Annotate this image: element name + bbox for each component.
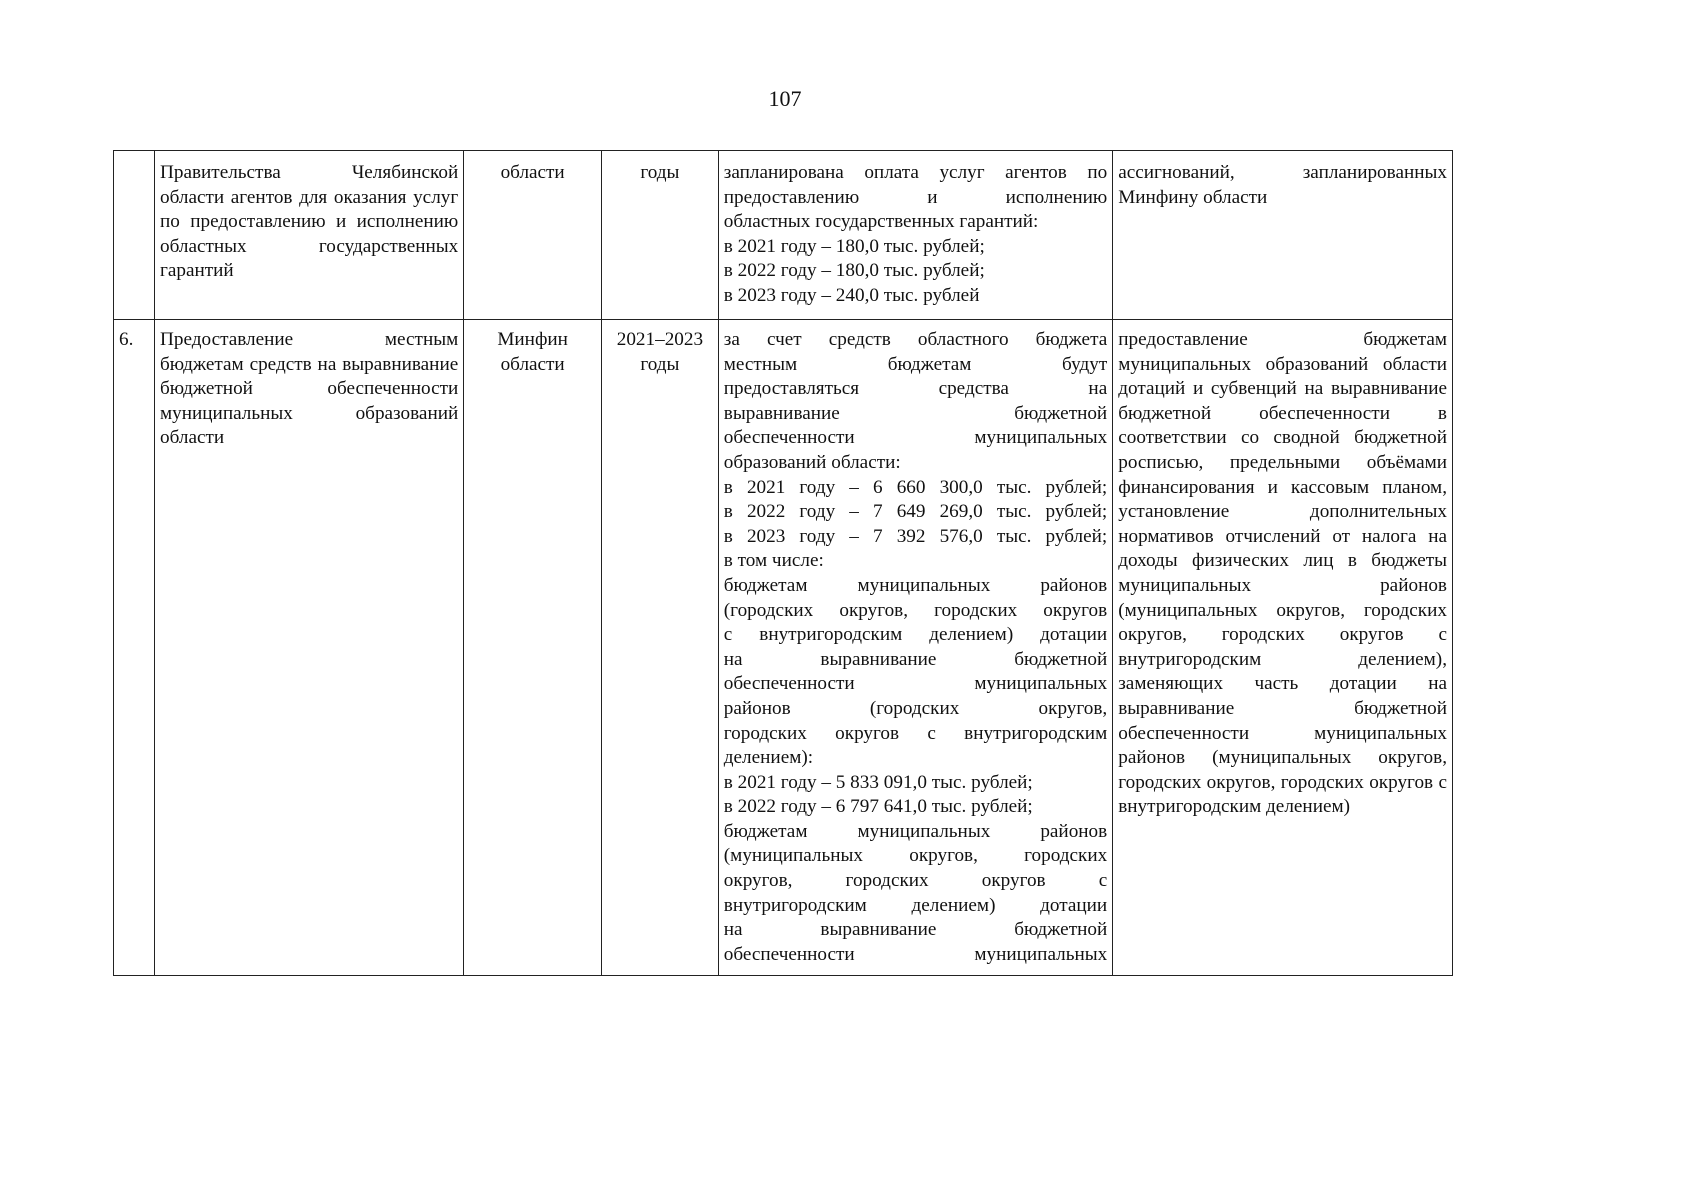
content-line: районов (городских округов, xyxy=(723,697,1108,719)
content-line: областных государственных гарантий: xyxy=(723,211,1039,233)
row-number-cell xyxy=(114,151,155,320)
content-line: в том числе: xyxy=(723,550,824,572)
content-line: округов, городских округов с xyxy=(723,870,1108,892)
content-line: в 2022 году – 180,0 тыс. рублей; xyxy=(723,260,985,282)
content-line: в 2021 году – 5 833 091,0 тыс. рублей; xyxy=(723,771,1033,793)
content-line: на выравнивание бюджетной xyxy=(723,919,1108,941)
content-line: в 2023 году – 7 392 576,0 тыс. рублей; xyxy=(723,525,1108,547)
content-line: на выравнивание бюджетной xyxy=(723,648,1108,670)
content-line: в 2021 году – 180,0 тыс. рублей; xyxy=(723,235,985,257)
measures-table xyxy=(113,150,1453,976)
period-cell: 2021–2023 годы xyxy=(602,320,719,976)
content-line: предоставляться средства на xyxy=(723,378,1108,400)
table-row xyxy=(114,151,1453,320)
executor-cell: Минфин области xyxy=(464,320,602,976)
content-line: с внутригородским делением) дотации xyxy=(723,624,1108,646)
content-line: (муниципальных округов, городских xyxy=(723,845,1108,867)
content-line: бюджетам муниципальных районов xyxy=(723,820,1108,842)
result-cell: ассигнований, запланированных Минфину области xyxy=(1113,151,1453,320)
content-line: городских округов с внутригородским xyxy=(723,722,1108,744)
content-line: бюджетам муниципальных районов xyxy=(723,574,1108,596)
content-line: обеспеченности муниципальных xyxy=(723,427,1108,449)
row-number-cell: 6. xyxy=(114,320,155,976)
measure-name-cell: Правительства Челябинской области агентов для оказания услуг по предоставлению и исполнению областных государственных гарантий xyxy=(155,151,464,320)
content-line: запланирована оплата услуг агентов по xyxy=(723,162,1108,183)
content-line: местным бюджетам будут xyxy=(723,353,1108,375)
content-line: за счет средств областного бюджета xyxy=(723,329,1108,350)
result-cell: предоставление бюджетам муниципальных образований области дотаций и субвенций на выравнивание бюджетной обеспеченности в соответствии со сводной бюджетной росписью, предельными объёмами финансирования и кассовым планом, установление дополнительных нормативов отчислений от налога на доходы физических лиц в бюджеты муниципальных районов (муниципальных округов, городских округов, городских округов с внутригородским делением), заменяющих часть дотации на выравнивание бюджетной обеспеченности муниципальных районов (муниципальных округов, городских округов, городских округов с внутригородским делением) xyxy=(1113,320,1453,976)
content-line: выравнивание бюджетной xyxy=(723,402,1108,424)
content-line: обеспеченности муниципальных xyxy=(723,943,1108,965)
content-line: обеспеченности муниципальных xyxy=(723,673,1108,695)
content-line: в 2021 году – 6 660 300,0 тыс. рублей; xyxy=(723,476,1108,498)
content-cell xyxy=(718,320,1112,976)
measure-name-cell: Предоставление местным бюджетам средств на выравнивание бюджетной обеспеченности муниципальных образований области xyxy=(155,320,464,976)
content-line: в 2023 году – 240,0 тыс. рублей xyxy=(723,284,980,306)
content-line: образований области: xyxy=(723,451,901,473)
executor-cell: области xyxy=(464,151,602,320)
table-row xyxy=(114,320,1453,976)
content-line: в 2022 году – 6 797 641,0 тыс. рублей; xyxy=(723,796,1033,818)
content-line: предоставлению и исполнению xyxy=(723,186,1108,208)
content-line: (городских округов, городских округов xyxy=(723,599,1108,621)
period-cell: годы xyxy=(602,151,719,320)
content-line: в 2022 году – 7 649 269,0 тыс. рублей; xyxy=(723,501,1108,523)
content-line: внутригородским делением) дотации xyxy=(723,894,1108,916)
content-line: делением): xyxy=(723,747,814,769)
content-cell xyxy=(718,151,1112,320)
page-number: 107 xyxy=(768,86,802,111)
